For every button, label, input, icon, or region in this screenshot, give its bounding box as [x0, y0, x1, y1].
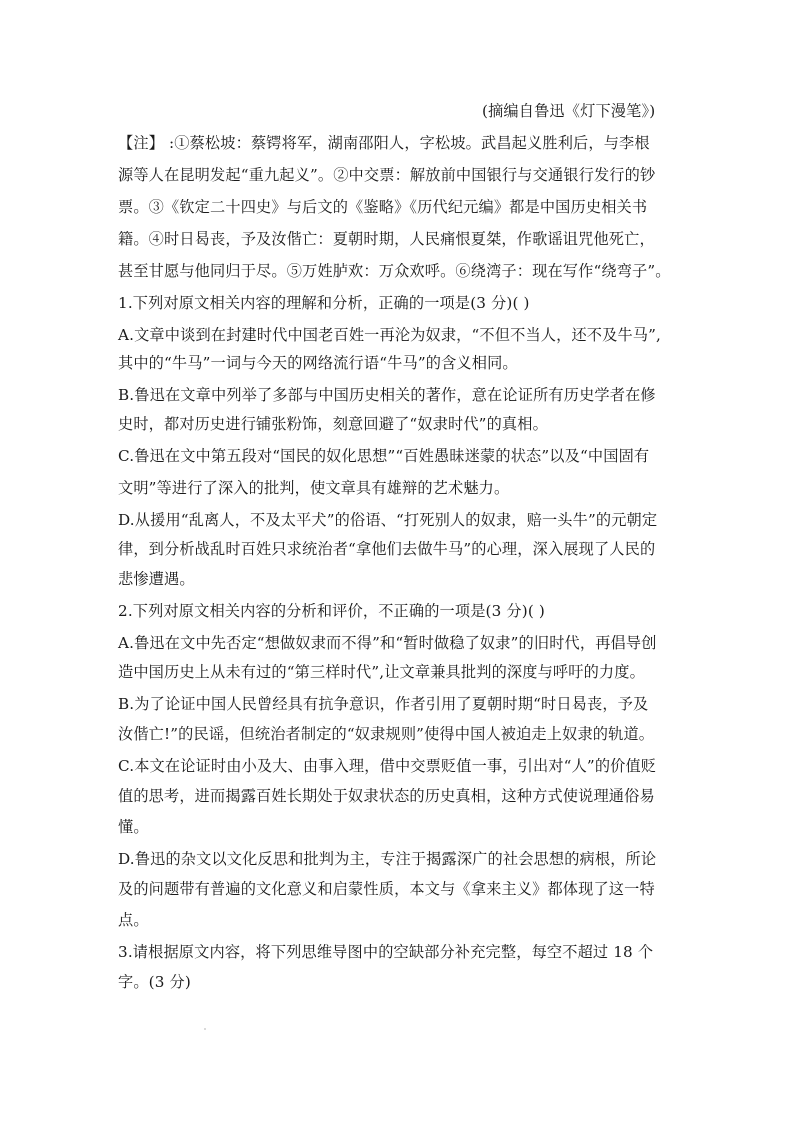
- option-a-cont: 其中的“牛马”一词与今天的网络流行语“牛马”的含义相同。: [118, 354, 518, 372]
- option-b-cont: 汝偕亡!”的民谣，但统治者制定的“奴隶规则”使得中国人被迫走上奴隶的轨道。: [118, 725, 655, 743]
- note-line: 籍。④时日曷丧，予及汝偕亡：夏朝时期，人民痛恨夏桀，作歌谣诅咒他死亡，: [118, 230, 655, 248]
- source-citation: (摘编自鲁迅《灯下漫笔》): [482, 102, 656, 120]
- question-stem-cont: 字。(3 分): [118, 973, 191, 991]
- option-a: A.鲁迅在文中先否定“想做奴隶而不得”和“暂时做稳了奴隶”的旧时代，再倡导创: [118, 634, 657, 652]
- option-b: B.为了论证中国人民曾经具有抗争意识，作者引用了夏朝时期“时日曷丧，予及: [118, 695, 649, 713]
- option-d-cont: 及的问题带有普遍的文化意义和启蒙性质，本文与《拿来主义》都体现了这一特: [118, 880, 655, 898]
- option-c: C.鲁迅在文中第五段对“国民的奴化思想”“百姓愚昧迷蒙的状态”以及“中国固有: [118, 447, 650, 465]
- note-line: 【注】 :①蔡松坡：蔡锷将军，湖南邵阳人，字松坡。武昌起义胜利后，与李根: [118, 134, 650, 152]
- option-b-cont: 史时，都对历史进行铺张粉饰，刻意回避了“奴隶时代”的真相。: [118, 415, 548, 433]
- note-line: 甚至甘愿与他同归于尽。⑤万姓胪欢：万众欢呼。⑥绕湾子：现在写作“绕弯子”。: [118, 262, 671, 280]
- question-stem: 2.下列对原文相关内容的分析和评价，不正确的一项是(3 分)( ): [118, 602, 545, 620]
- option-d: D.鲁迅的杂文以文化反思和批判为主，专注于揭露深广的社会思想的病根，所论: [118, 850, 657, 868]
- option-c: C.本文在论证时由小及大、由事入理，借中交票贬值一事，引出对“人”的价值贬: [118, 757, 657, 775]
- option-d-cont: 悲惨遭遇。: [118, 570, 195, 588]
- option-a: A.文章中谈到在封建时代中国老百姓一再沦为奴隶，“不但不当人，还不及牛马”,: [118, 326, 662, 344]
- option-c-cont: 文明”等进行了深入的批判，使文章具有雄辩的艺术魅力。: [118, 479, 510, 497]
- option-c-cont: 值的思考，进而揭露百姓长期处于奴隶状态的历史真相，这种方式使说理通俗易: [118, 787, 655, 805]
- note-line: 票。③《钦定二十四史》与后文的《鉴略》《历代纪元编》都是中国历史相关书: [118, 198, 648, 216]
- note-line: 源等人在昆明发起“重九起义”。②中交票：解放前中国银行与交通银行发行的钞: [118, 166, 656, 184]
- option-b: B.鲁迅在文章中列举了多部与中国历史相关的著作，意在论证所有历史学者在修: [118, 386, 656, 404]
- option-d: D.从援用“乱离人，不及太平犬”的俗语、“打死别人的奴隶，赔一头牛”的元朝定: [118, 511, 658, 529]
- option-d-cont: 点。: [118, 911, 149, 929]
- scan-speck: [204, 1028, 206, 1030]
- option-a-cont: 造中国历史上从未有过的“第三样时代”,让文章兼具批判的深度与呼吁的力度。: [118, 663, 645, 681]
- option-d-cont: 律，到分析战乱时百姓只求统治者“拿他们去做牛马”的心理，深入展现了人民的: [118, 540, 656, 558]
- question-stem: 3.请根据原文内容，将下列思维导图中的空缺部分补充完整，每空不超过 18 个: [118, 943, 654, 961]
- question-stem: 1.下列对原文相关内容的理解和分析，正确的一项是(3 分)( ): [118, 294, 530, 312]
- option-c-cont: 懂。: [118, 818, 149, 836]
